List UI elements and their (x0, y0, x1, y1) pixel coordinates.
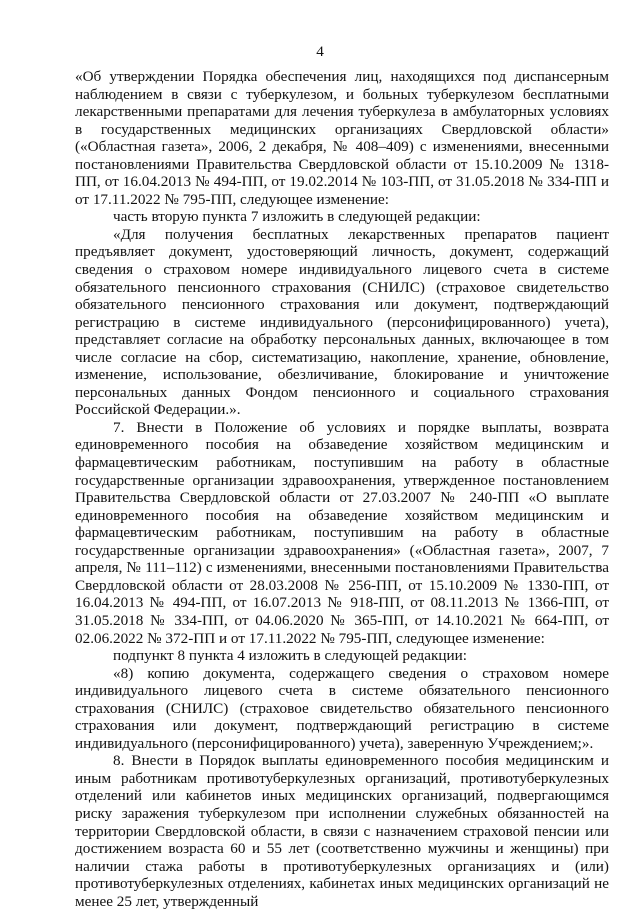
paragraph-item-8: 8. Внести в Порядок выплаты единовременного пособия медицинским и иным работникам противотуберкулезных организаций, противотуберкулезных отделений или кабинетов иных медицинских организаций, подвергающимся риску заражения туберкулезом при исполнении служебных обязанностей на территории Свердловской области, в связи с назначением страховой пенсии или достижением возраста 60 и 55 лет (соответственно мужчины и женщины) при наличии стажа работы в противотуберкулезных организациях и (или) противотуберкулезных отделениях, кабинетах иных медицинских организаций не менее 25 лет, утвержденный (75, 752, 609, 910)
paragraph-new-wording-subitem-8: «8) копию документа, содержащего сведения о страховом номере индивидуального лицевого счета в системе обязательного пенсионного страхования (СНИЛС) (страховое свидетельство обязательного пенсионного страхования или документ, подтверждающий регистрацию в системе индивидуального (персонифицированного) учета), заверенную Учреждением;». (75, 664, 609, 752)
paragraph-resolution-title: «Об утверждении Порядка обеспечения лиц, находящихся под диспансерным наблюдением в связи с туберкулезом, и больных туберкулезом бесплатными лекарственными препаратами для лечения туберкулеза в амбулаторных условиях в государственных медицинских организациях Свердловской области» («Областная газета», 2006, 2 декабря, № 408–409) с изменениями, внесенными постановлениями Правительства Свердловской области от 15.10.2009 № 1318-ПП, от 16.04.2013 № 494-ПП, от 19.02.2014 № 103-ПП, от 31.05.2018 № 334-ПП и от 17.11.2022 № 795-ПП, следующее изменение: (75, 68, 609, 208)
paragraph-item-7: 7. Внести в Положение об условиях и порядке выплаты, возврата единовременного пособия на обзаведение хозяйством медицинским и фармацевтическим работникам, поступившим на работу в областные государственные организации здравоохранения, утвержденное постановлением Правительства Свердловской области от 27.03.2007 № 240-ПП «О выплате единовременного пособия на обзаведение хозяйством медицинским и фармацевтическим работникам, поступившим на работу в областные государственные организации здравоохранения» («Областная газета», 2007, 7 апреля, № 111–112) с изменениями, внесенными постановлениями Правительства Свердловской области от 28.03.2008 № 256-ПП, от 15.10.2009 № 1330-ПП, от 16.04.2013 № 494-ПП, от 16.07.2013 № 918-ПП, от 08.11.2013 № 1366-ПП, от 31.05.2018 № 334-ПП, от 04.06.2020 № 365-ПП, от 14.10.2021 № 664-ПП, от 02.06.2022 № 372-ПП и от 17.11.2022 № 795-ПП, следующее изменение: (75, 418, 609, 647)
paragraph-amendment-instruction: часть вторую пункта 7 изложить в следующей редакции: (113, 208, 481, 226)
page-number: 4 (316, 43, 324, 60)
document-body (75, 68, 609, 910)
paragraph-new-wording-clause-7: «Для получения бесплатных лекарственных препаратов пациент предъявляет документ, удостоверяющий личность, документ, содержащий сведения о страховом номере индивидуального лицевого счета в системе обязательного пенсионного страхования (СНИЛС) (страховое свидетельство обязательного пенсионного страхования или документ, подтверждающий регистрацию в системе индивидуального (персонифицированного) учета), представляет согласие на обработку персональных данных, включающее в том числе согласие на сбор, систематизацию, накопление, хранение, обновление, изменение, использование, обезличивание, блокирование и уничтожение персональных данных Фондом пенсионного и социального страхования Российской Федерации.». (75, 225, 609, 419)
paragraph-subitem-instruction: подпункт 8 пункта 4 изложить в следующей редакции: (113, 647, 467, 665)
